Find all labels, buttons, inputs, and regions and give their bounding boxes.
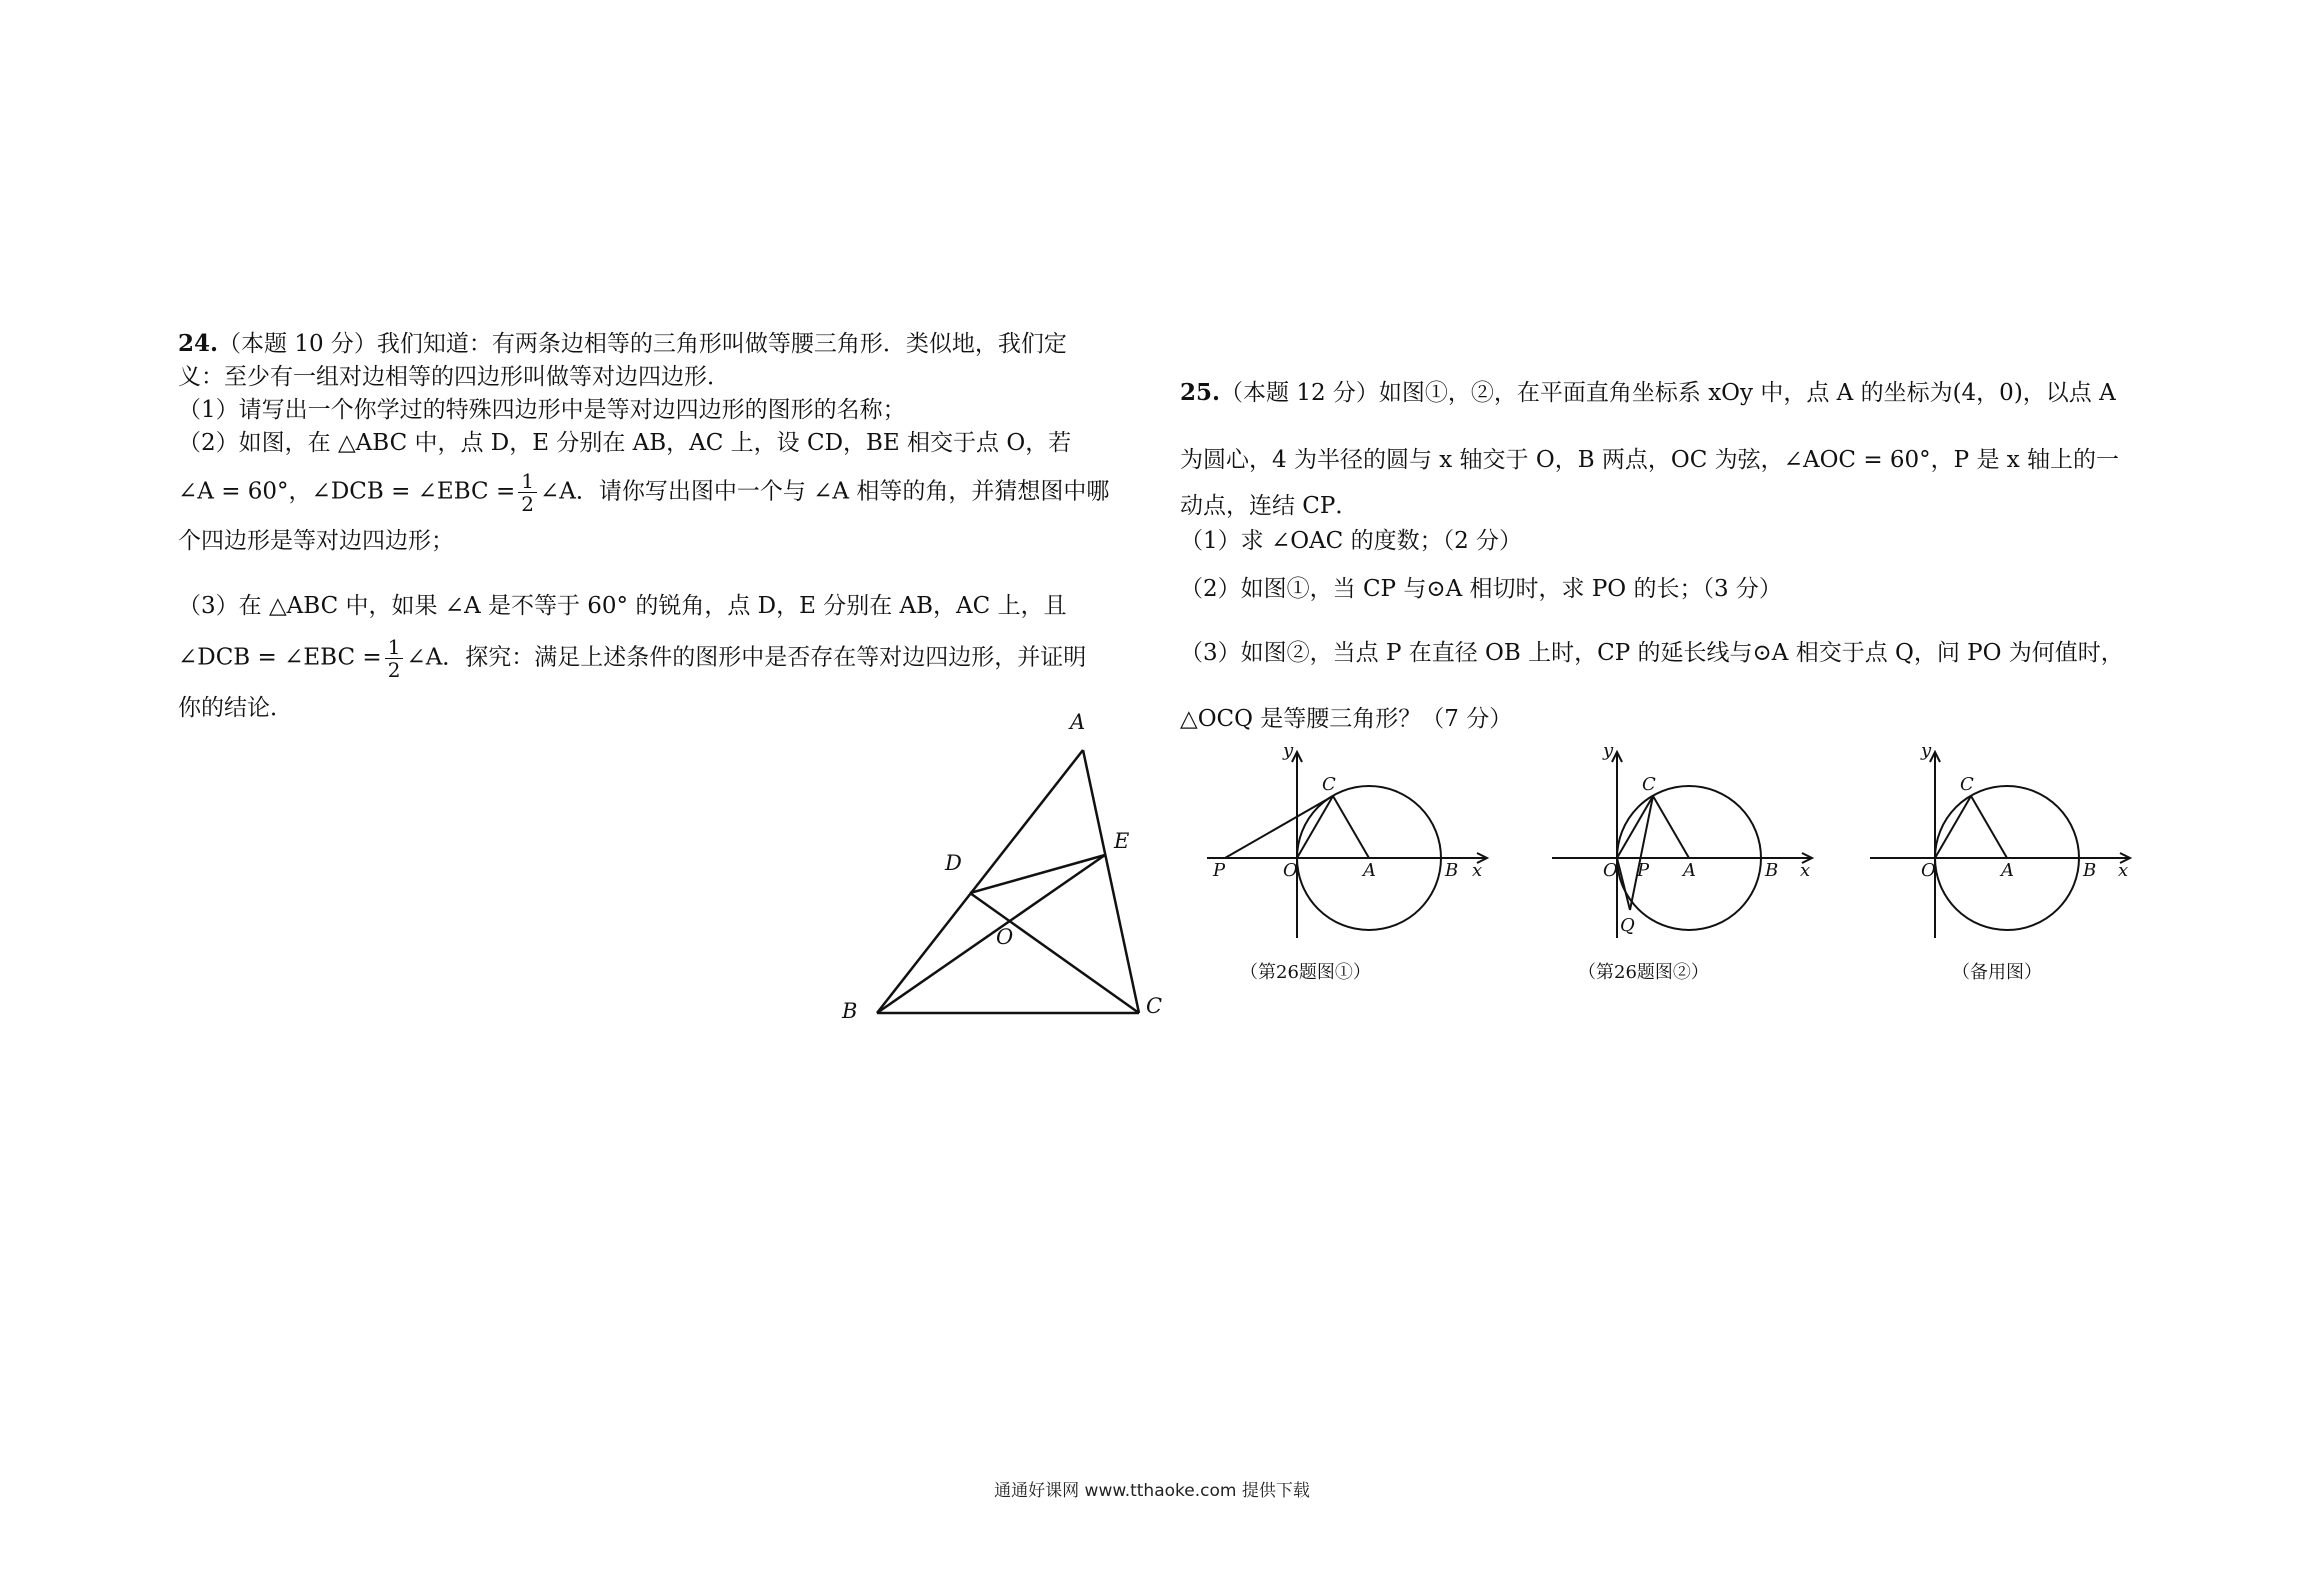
segment-cd xyxy=(970,893,1139,1013)
label-y: y xyxy=(1921,740,1932,761)
q25-figure-2 xyxy=(1540,735,1830,995)
fraction-numerator: 1 xyxy=(385,636,404,659)
q25-line-2: 为圆心，4 为半径的圆与 x 轴交于 O，B 两点，OC 为弦，∠AOC = 60°，P 是 x 轴上的一 xyxy=(1180,447,2120,473)
q24-line-1 xyxy=(178,328,1067,360)
fraction-denominator: 2 xyxy=(387,658,401,682)
caption-figure-2: （第26题图②） xyxy=(1578,962,1709,983)
q24-line-3: （1）请写出一个你学过的特殊四边形中是等对边四边形的图形的名称； xyxy=(178,397,906,423)
label-b: B xyxy=(1765,860,1779,881)
q24-number: 24. xyxy=(178,330,219,357)
q24-line-5-b: ∠A．请你写出图中一个与 ∠A 相等的角，并猜想图中哪 xyxy=(539,478,1110,505)
label-p: P xyxy=(1637,860,1650,881)
caption-figure-1: （第26题图①） xyxy=(1240,962,1371,983)
label-o: O xyxy=(1603,860,1618,881)
segment-de xyxy=(970,855,1105,893)
q24-line-1-text: （本题 10 分）我们知道：有两条边相等的三角形叫做等腰三角形．类似地，我们定 xyxy=(218,331,1067,357)
label-a: A xyxy=(2001,860,2014,881)
q25-line-7: △OCQ 是等腰三角形？（7 分） xyxy=(1180,706,1513,732)
label-y: y xyxy=(1603,740,1614,761)
segment-oq xyxy=(1617,858,1630,910)
label-x: x xyxy=(2118,860,2129,881)
q25-line-3: 动点，连结 CP． xyxy=(1180,493,1359,519)
q24-line-8-a: ∠DCB = ∠EBC = xyxy=(178,644,382,671)
label-c: C xyxy=(1322,774,1336,795)
caption-spare-figure: （备用图） xyxy=(1952,962,2042,983)
segment-oc xyxy=(1935,796,1971,858)
label-c: C xyxy=(1146,994,1163,1018)
label-b: B xyxy=(1445,860,1459,881)
page-footer: 通通好课网 www.tthaoke.com 提供下载 xyxy=(994,1481,1310,1501)
q24-line-5-a: ∠A = 60°，∠DCB = ∠EBC = xyxy=(178,478,516,505)
segment-be xyxy=(877,855,1105,1013)
label-d: D xyxy=(945,851,962,875)
q25-line-6: （3）如图②，当点 P 在直径 OB 上时，CP 的延长线与⊙A 相交于点 Q，问 PO 为何值时， xyxy=(1180,640,2124,666)
label-c: C xyxy=(1642,774,1656,795)
label-b: B xyxy=(842,999,858,1023)
label-c: C xyxy=(1960,774,1974,795)
q25-number: 25. xyxy=(1180,379,1221,406)
segment-ac xyxy=(1653,796,1689,858)
q25-spare-figure xyxy=(1860,735,2150,995)
q24-line-8-b: ∠A．探究：满足上述条件的图形中是否存在等对边四边形，并证明 xyxy=(406,644,1087,671)
segment-ac xyxy=(1083,750,1139,1013)
q24-line-4: （2）如图，在 △ABC 中，点 D，E 分别在 AB，AC 上，设 CD，BE 相交于点 O，若 xyxy=(178,430,1072,456)
segment-ab xyxy=(877,750,1083,1013)
label-x: x xyxy=(1472,860,1483,881)
label-q: Q xyxy=(1620,915,1635,936)
q25-line-1 xyxy=(1180,377,2116,409)
label-a: A xyxy=(1070,710,1086,734)
fraction-numerator: 1 xyxy=(518,470,537,493)
q24-line-7: （3）在 △ABC 中，如果 ∠A 是不等于 60° 的锐角，点 D，E 分别在 AB，AC 上，且 xyxy=(178,593,1067,619)
label-p: P xyxy=(1213,860,1226,881)
label-o: O xyxy=(1921,860,1936,881)
label-o: O xyxy=(996,925,1014,949)
q25-line-5: （2）如图①，当 CP 与⊙A 相切时，求 PO 的长；（3 分） xyxy=(1180,576,1782,602)
label-o: O xyxy=(1283,860,1298,881)
label-a: A xyxy=(1363,860,1376,881)
label-b: B xyxy=(2083,860,2097,881)
q25-figure-1 xyxy=(1200,735,1500,995)
q24-fraction-half-2 xyxy=(385,636,404,681)
segment-ac xyxy=(1971,796,2007,858)
q24-line-6: 个四边形是等对边四边形； xyxy=(178,528,454,554)
q24-line-2: 义：至少有一组对边相等的四边形叫做等对边四边形． xyxy=(178,364,730,390)
label-y: y xyxy=(1283,740,1294,761)
q25-line-4: （1）求 ∠OAC 的度数；（2 分） xyxy=(1180,528,1523,554)
label-a: A xyxy=(1683,860,1696,881)
q24-fraction-half xyxy=(518,470,537,515)
label-x: x xyxy=(1800,860,1811,881)
fraction-denominator: 2 xyxy=(521,492,534,516)
label-e: E xyxy=(1114,829,1130,853)
q24-line-8 xyxy=(178,636,1086,681)
q24-triangle-figure xyxy=(840,700,1180,1030)
q24-line-5 xyxy=(178,470,1109,515)
segment-cp xyxy=(1225,796,1333,858)
segment-ac xyxy=(1333,796,1369,858)
q25-line-1-text: （本题 12 分）如图①，②，在平面直角坐标系 xOy 中，点 A 的坐标为(4，0)，以点 A xyxy=(1220,380,2116,406)
q24-line-9: 你的结论． xyxy=(178,695,293,721)
